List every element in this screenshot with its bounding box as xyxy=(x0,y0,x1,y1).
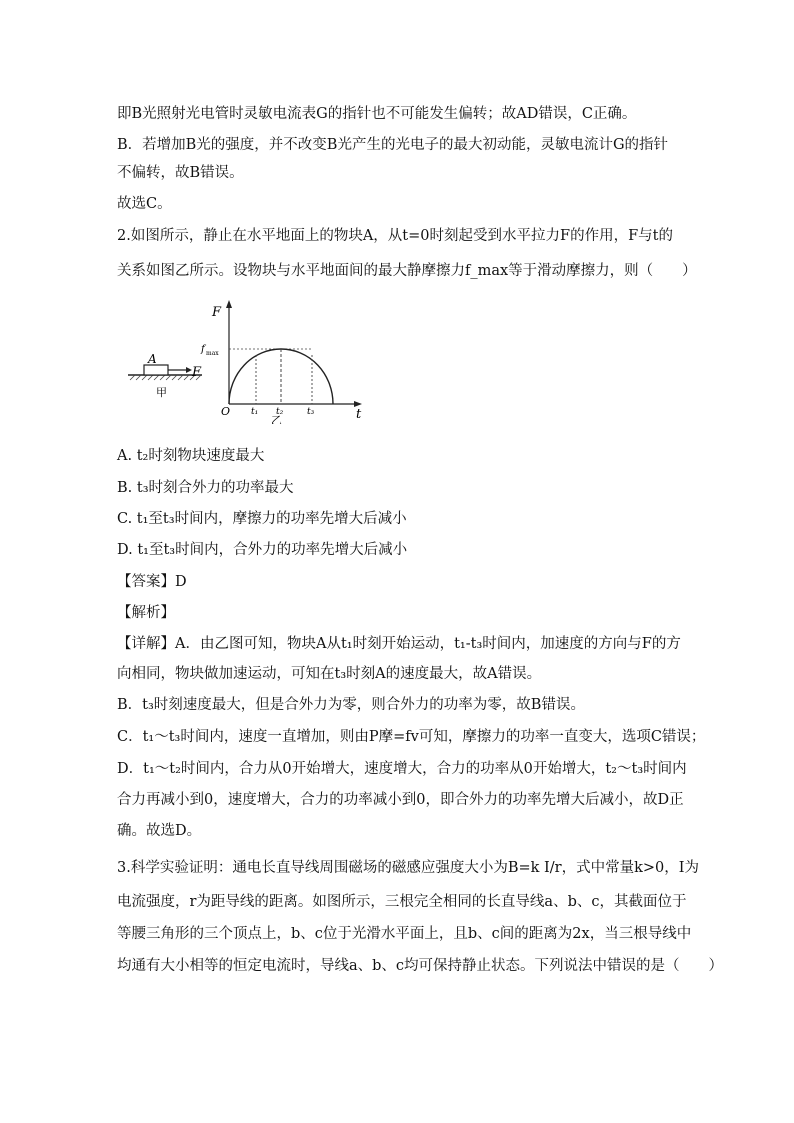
explanation-line-3: B．t₃时刻速度最大，但是合外力为零，则合外力的功率为零，故B错误。 xyxy=(117,697,585,713)
question-3-line-3: 等腰三角形的三个顶点上，b、c位于光滑水平面上，且b、c间的距离为2x，当三根导线中 xyxy=(117,926,692,942)
explanation-line-1: 【详解】A．由乙图可知，物块A从t₁时刻开始运动，t₁-t₃时间内，加速度的方向与F的方 xyxy=(117,636,681,652)
block-A xyxy=(144,365,168,375)
axis-t-label: t xyxy=(356,407,362,422)
question-2-line-1: 2.如图所示，静止在水平地面上的物块A，从t=0时刻起受到水平拉力F的作用，F与t的 xyxy=(117,228,673,244)
figure-yi-label: 乙 xyxy=(271,414,282,424)
explanation-line-2: 向相同，物块做加速运动，可知在t₃时刻A的速度最大，故A错误。 xyxy=(117,666,542,682)
explanation-line-6: 合力再减小到0，速度增大，合力的功率减小到0，即合外力的功率先增大后减小，故D正 xyxy=(117,792,684,808)
explanation-line-5: D．t₁～t₂时间内，合力从0开始增大，速度增大，合力的功率从0开始增大，t₂～t₃时间内 xyxy=(117,761,687,777)
text-line-1: 即B光照射光电管时灵敏电流表G的指针也不可能发生偏转；故AD错误，C正确。 xyxy=(117,106,637,122)
question-3-line-4: 均通有大小相等的恒定电流时，导线a、b、c均可保持静止状态。下列说法中错误的是（ ） xyxy=(117,958,724,974)
axis-F-label: F xyxy=(212,305,222,320)
t1-label: t₁ xyxy=(251,407,259,417)
question-3-line-1: 3.科学实验证明：通电长直导线周围磁场的磁感应强度大小为B=k I/r，式中常量k>0，I为 xyxy=(117,860,699,876)
f-t-graph xyxy=(200,300,362,424)
fmax-subscript: max xyxy=(206,350,219,357)
answer-label: 【答案】D xyxy=(117,574,187,590)
block-diagram xyxy=(128,352,202,399)
text-line-2: B．若增加B光的强度，并不改变B光产生的光电子的最大初动能，灵敏电流计G的指针 xyxy=(117,137,669,153)
option-A: A. t₂时刻物块速度最大 xyxy=(117,448,265,464)
figure-jia-label: 甲 xyxy=(156,386,167,399)
explanation-line-7: 确。故选D。 xyxy=(117,823,202,839)
question-2-line-2: 关系如图乙所示。设物块与水平地面间的最大静摩擦力f_max等于滑动摩擦力，则（ ） xyxy=(117,263,697,279)
t2-label: t₂ xyxy=(276,407,284,417)
text-line-3: 不偏转，故B错误。 xyxy=(117,165,244,181)
block-label: A xyxy=(148,352,157,366)
t3-label: t₃ xyxy=(307,407,315,417)
option-B: B. t₃时刻合外力的功率最大 xyxy=(117,480,294,496)
origin-label: O xyxy=(221,405,231,418)
force-time-figure xyxy=(126,298,386,424)
option-C: C. t₁至t₃时间内，摩擦力的功率先增大后减小 xyxy=(117,511,407,527)
force-label: F xyxy=(192,365,202,380)
analysis-label: 【解析】 xyxy=(117,605,175,621)
option-D: D. t₁至t₃时间内，合外力的功率先增大后减小 xyxy=(117,542,408,558)
explanation-line-4: C．t₁～t₃时间内，速度一直增加，则由P摩=fv可知，摩擦力的功率一直变大，选项C错误； xyxy=(117,729,706,745)
question-3-line-2: 电流强度，r为距导线的距离。如图所示，三根完全相同的长直导线a、b、c，其截面位于 xyxy=(117,894,687,910)
text-line-4: 故选C。 xyxy=(117,196,172,212)
fmax-label: f xyxy=(201,344,205,355)
